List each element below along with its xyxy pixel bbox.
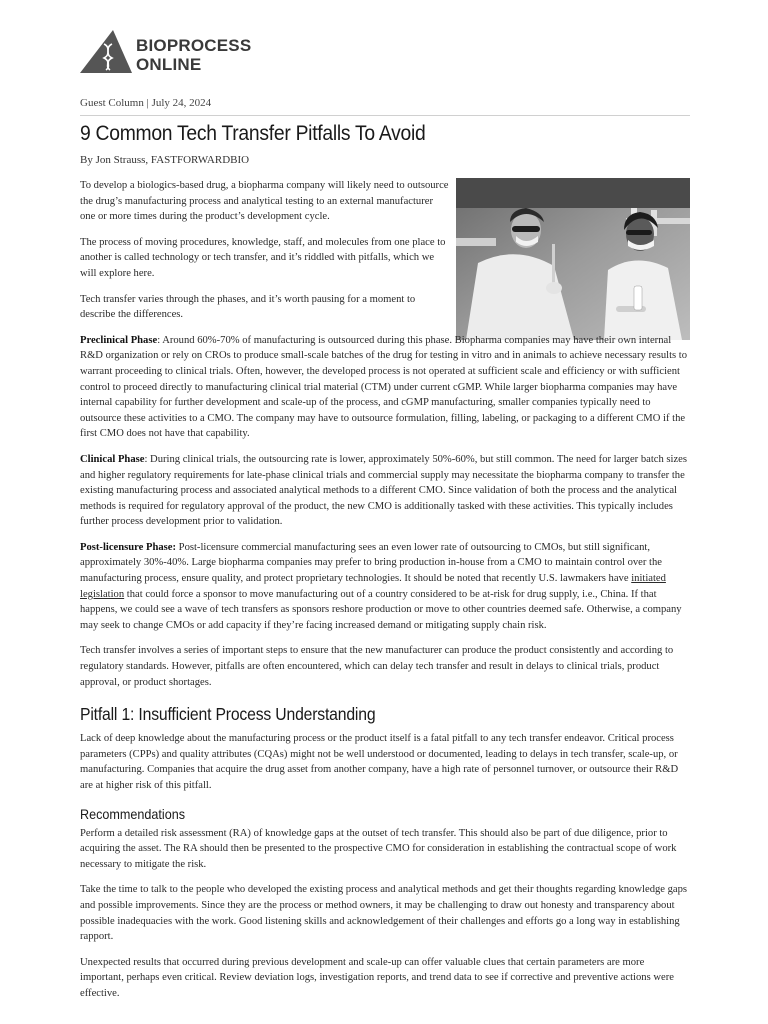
article-meta: Guest Column | July 24, 2024 xyxy=(80,97,212,109)
preclinical-label: Preclinical Phase xyxy=(80,334,158,346)
intro-paragraph-2: The process of moving procedures, knowledge, staff, and molecules from one place to another is called technology or tech transfer, and it’s riddled with pitfalls, which we will explore here. xyxy=(80,236,446,279)
recommendation-paragraph-2: Take the time to talk to the people who developed the existing process and analytical methods and get their thoughts regarding knowledge gaps and possible improvements. Since they are the process or method owners, it may be challenging to draw out honesty and transparency about possible inadequacies with the work. Good listening skills and acknowledgement of their challenges and efforts go a long way in establishing rapport. xyxy=(80,884,688,943)
summary-paragraph: Tech transfer involves a series of important steps to ensure that the new manufacturer can produce the product consistently and according to regulatory standards. However, pitfalls are often encountered, which can delay tech transfer and result in delays to clinical trials, product approval, or product shortages. xyxy=(80,645,674,688)
postlicensure-paragraph xyxy=(80,540,690,634)
article-byline: By Jon Strauss, FASTFORWARDBIO xyxy=(80,154,250,166)
header-divider xyxy=(80,115,690,116)
clinical-text: : During clinical trials, the outsourcing rate is lower, approximately 50%-60%, but still common. The need for larger batch sizes and higher regulatory requirements for late-phase clinical trials and commercial supply may necessitate the biopharma company to transfer the existing manufacturing process and associated analytical methods to a different CMO. Since validation of both the process and the analytical methods is required for regulatory approval of the product, the new CMO is additionally tasked with these activities. This typically includes further process development prior to validation. xyxy=(80,453,688,528)
logo-line-1: BIOPROCESS xyxy=(136,36,252,55)
clinical-paragraph xyxy=(80,452,690,530)
logo-line-2: ONLINE xyxy=(136,55,202,74)
initiated-legislation-link[interactable]: initiated legislation xyxy=(80,573,666,600)
postlicensure-text-a: Post-licensure commercial manufacturing sees an even lower rate of outsourcing to CMOs, but still significant, approximately 30%-40%. Large biopharma companies may prefer to bring production in-house from a CMO to maintain control over the manufacturing process, ensure quality, and protect proprietary technologies. It should be noted that recently U.S. lawmakers have xyxy=(80,541,663,585)
recommendations-heading: Recommendations xyxy=(80,805,186,822)
dna-triangle-icon xyxy=(80,30,132,74)
intro-paragraph-1: To develop a biologics-based drug, a biopharma company will likely need to outsource the drug’s manufacturing process and analytical testing to an external manufacturer one or more times during the product’s development cycle. xyxy=(80,180,449,223)
article-body xyxy=(80,178,690,1012)
site-logo[interactable] xyxy=(80,30,340,76)
recommendation-paragraph-3: Unexpected results that occurred during previous development and scale-up can offer valuable clues that certain parameters are more important, perhaps even critical. Review deviation logs, investigation reports, and trend data to see if corrective and preventive actions were effective. xyxy=(80,956,674,999)
intro-paragraph-3: Tech transfer varies through the phases, and it’s worth pausing for a moment to describe the differences. xyxy=(80,293,416,321)
recommendation-paragraph-1: Perform a detailed risk assessment (RA) of knowledge gaps at the outset of tech transfer. This should also be part of due diligence, prior to acquiring the asset. The RA should then be presented to the prospective CMO for consideration in establishing the contractual scope of work necessary to mitigate the risk. xyxy=(80,827,677,870)
preclinical-text: : Around 60%-70% of manufacturing is outsourced during this phase. Biopharma companies may have their own internal R&D organization or rely on CROs to produce small-scale batches of the drug for testing in vitro and in animals to achieve necessary results to warrant proceeding to clinical trials. Often, however, the developed process is not operated at sufficient scale and efficiency or with sufficient control to proceed directly to manufacturing clinical trial material (CTM) under current cGMP. While larger biopharma companies may have internal capability for further development and scale-up of the process, and cGMP manufacturing, smaller companies typically need to outsource these activities to a CMO. The company may have to outsource formulation, filling, labeling, or packaging to a different CMO if the first CMO does not have that capability. xyxy=(80,334,688,440)
article-title: 9 Common Tech Transfer Pitfalls To Avoid xyxy=(80,122,426,145)
postlicensure-label: Post-licensure Phase: xyxy=(80,541,177,553)
postlicensure-text-b: that could force a sponsor to move manufacturing out of a country considered to be at-risk for drug supply, i.e., China. If that happens, we could see a wave of tech transfers as sponsors reshore production or move to other countries deemed safe. Otherwise, a company may seek to change CMOs or add capacity if they’re facing increased demand or mitigating supply chain risk. xyxy=(80,588,682,631)
clinical-label: Clinical Phase xyxy=(80,453,145,465)
pitfall-1-paragraph: Lack of deep knowledge about the manufacturing process or the product itself is a fatal pitfall to any tech transfer endeavor. Critical process parameters (CPPs) and quality attributes (CQAs) might not be well understood or documented, leading to delays in tech transfer, scale-up, or manufacturing. Companies that acquire the drug asset from another company, have a high rate of personnel turnover, or outsource their R&D are at higher risk of this pitfall. xyxy=(80,733,679,791)
pitfall-1-heading: Pitfall 1: Insufficient Process Understanding xyxy=(80,704,376,725)
logo-wordmark xyxy=(136,36,251,74)
preclinical-paragraph xyxy=(80,333,690,442)
